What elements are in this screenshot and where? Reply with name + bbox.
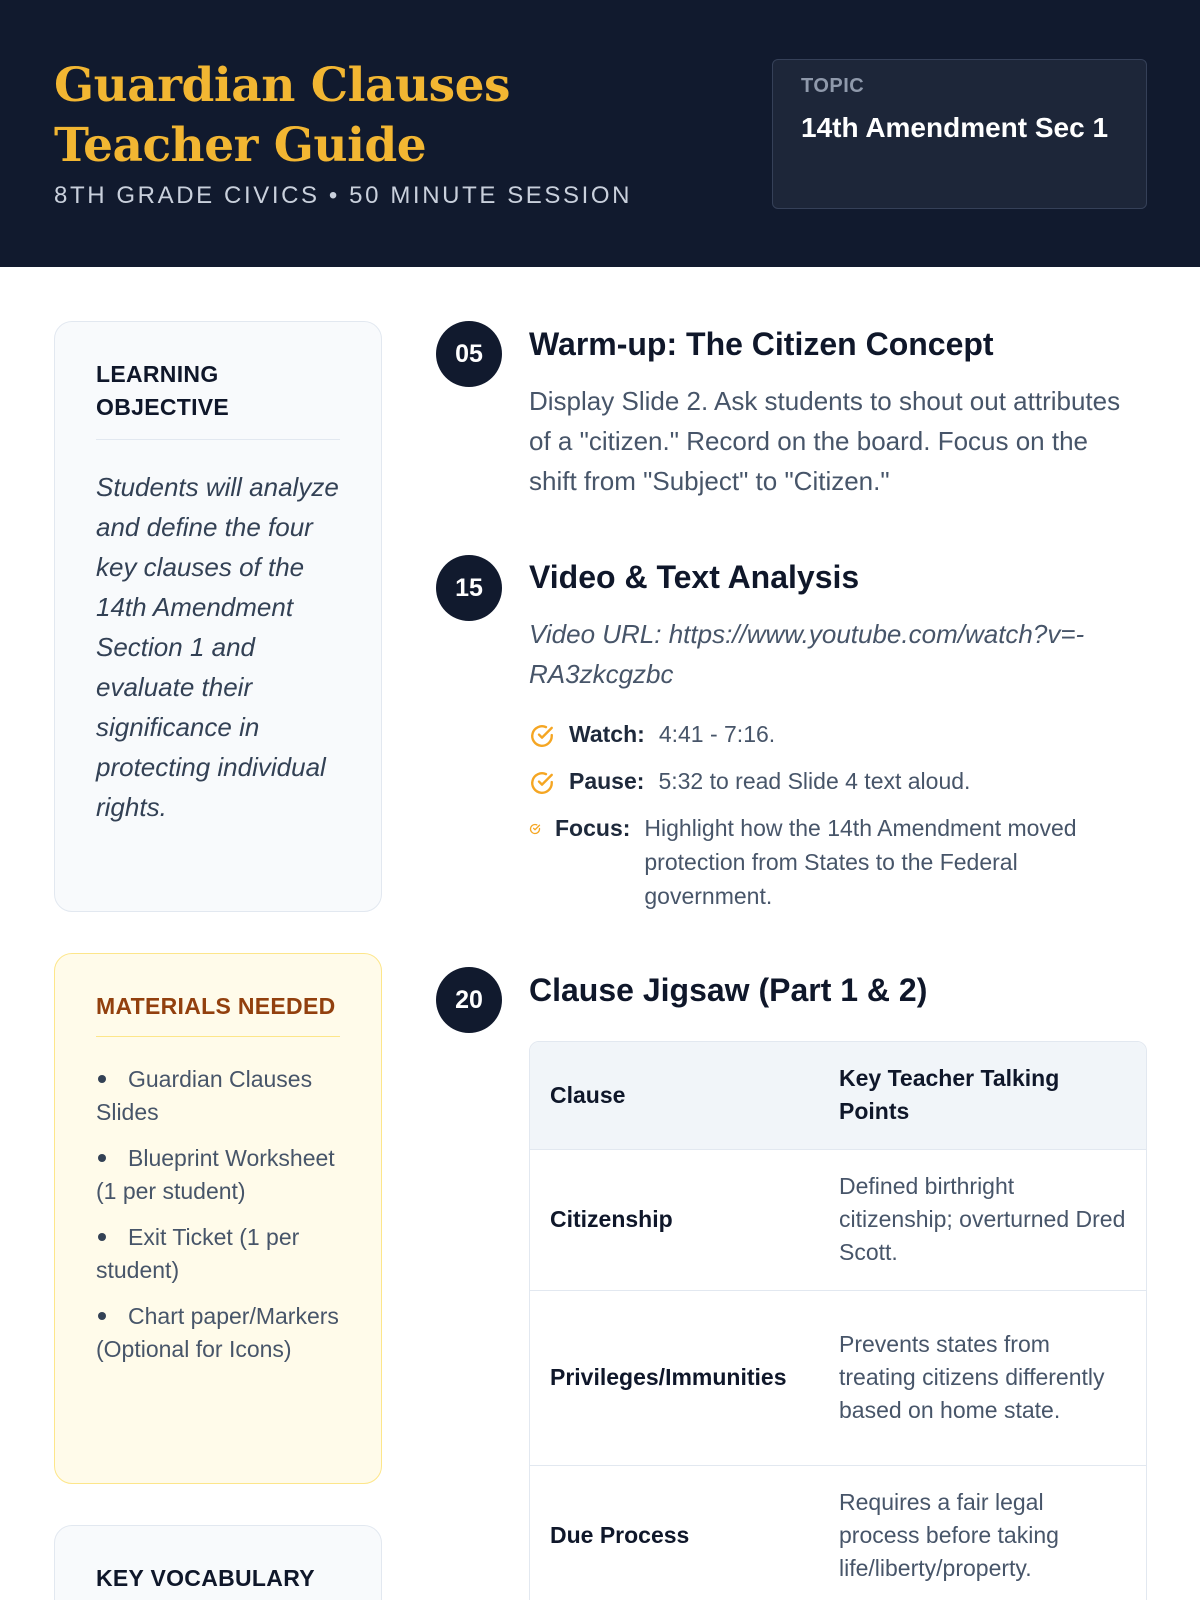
talking-points-cell: Defined birthright citizenship; overturned Dred Scott.	[819, 1149, 1146, 1290]
table-row	[530, 1290, 1146, 1465]
page-subtitle: 8TH GRADE CIVICS • 50 MINUTE SESSION	[54, 182, 633, 209]
minutes-badge: 05	[436, 321, 502, 387]
page-title: Guardian Clauses Teacher Guide	[54, 58, 510, 173]
checklist-item	[529, 764, 1129, 798]
learning-objective-text: Students will analyze and define the four key clauses of the 14th Amendment Section 1 and evaluate their significance in protecting individual rights.	[96, 472, 339, 822]
materials-list	[96, 1063, 340, 1366]
checklist-text: 4:41 - 7:16.	[658, 721, 776, 747]
material-label: Exit Ticket (1 per student)	[96, 1224, 300, 1283]
minutes-badge: 20	[436, 967, 502, 1033]
bullet-icon	[98, 1154, 106, 1162]
section-title: Clause Jigsaw (Part 1 & 2)	[529, 972, 928, 1008]
materials-heading: MATERIALS NEEDED	[96, 990, 340, 1037]
bullet-icon	[98, 1075, 106, 1083]
learning-objective-card	[54, 321, 382, 912]
clause-cell: Citizenship	[530, 1149, 819, 1290]
checklist	[529, 717, 1129, 926]
table-row	[530, 1149, 1146, 1290]
checklist-label: Focus:	[555, 815, 631, 841]
bullet-icon	[98, 1312, 106, 1320]
bullet-icon	[98, 1233, 106, 1241]
checklist-text: Highlight how the 14th Amendment moved protection from States to the Federal government.	[644, 815, 1077, 909]
talking-points-cell: Prevents states from treating citizens differently based on home state.	[819, 1290, 1146, 1465]
clause-table-grid	[530, 1042, 1146, 1600]
list-item	[96, 1063, 340, 1129]
clause-cell: Privileges/Immunities	[530, 1290, 819, 1465]
talking-points-cell: Requires a fair legal process before taking life/liberty/property.	[819, 1465, 1146, 1600]
check-circle-icon	[529, 723, 555, 749]
topic-box	[772, 59, 1147, 209]
topic-label: TOPIC	[801, 75, 865, 97]
section-title: Warm-up: The Citizen Concept	[529, 326, 994, 362]
section-body: Display Slide 2. Ask students to shout out attributes of a "citizen." Record on the board. Focus on the shift from "Subject" to "Citizen."	[529, 386, 1121, 496]
material-label: Guardian Clauses Slides	[96, 1066, 313, 1125]
list-item	[96, 1221, 340, 1287]
column-header-clause: Clause	[530, 1042, 819, 1149]
material-label: Chart paper/Markers (Optional for Icons)	[96, 1303, 339, 1362]
list-item	[96, 1300, 340, 1366]
checklist-label: Watch:	[569, 721, 645, 747]
section-title: Video & Text Analysis	[529, 559, 860, 595]
minutes-badge: 15	[436, 555, 502, 621]
check-circle-icon	[529, 823, 541, 835]
learning-objective-heading: LEARNING OBJECTIVE	[96, 358, 340, 440]
table-header-row	[530, 1042, 1146, 1149]
column-header-talking-points: Key Teacher Talking Points	[819, 1042, 1146, 1149]
video-url: Video URL: https://www.youtube.com/watch?v=-RA3zkcgzbc	[529, 619, 1085, 689]
page-header	[0, 0, 1200, 267]
checklist-label: Pause:	[569, 768, 645, 794]
checklist-item	[529, 811, 1129, 913]
check-circle-icon	[529, 770, 555, 796]
list-item	[96, 1142, 340, 1208]
checklist-item	[529, 717, 1129, 751]
table-row	[530, 1465, 1146, 1600]
topic-value: 14th Amendment Sec 1	[801, 112, 1109, 143]
materials-card	[54, 953, 382, 1484]
vocabulary-heading: KEY VOCABULARY	[96, 1565, 315, 1591]
checklist-text: 5:32 to read Slide 4 text aloud.	[658, 768, 971, 794]
material-label: Blueprint Worksheet (1 per student)	[96, 1145, 335, 1204]
clause-table	[529, 1041, 1147, 1600]
vocabulary-card	[54, 1525, 382, 1600]
clause-cell: Due Process	[530, 1465, 819, 1600]
